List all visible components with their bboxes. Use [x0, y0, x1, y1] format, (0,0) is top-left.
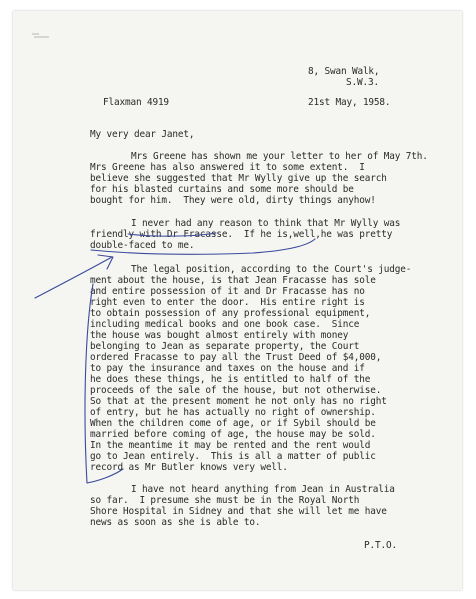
paragraph-3-line: right even to enter the door. His entire right is: [90, 297, 365, 308]
paragraph-1-line: for his blasted curtains and some more should be: [90, 184, 354, 195]
telephone-exchange: Flaxman 4919: [103, 97, 169, 108]
paragraph-3-line: belonging to Jean as separate property, the Court: [90, 341, 360, 352]
paragraph-4-line: Shore Hospital in Sidney and that she will let me have: [90, 506, 387, 517]
salutation: My very dear Janet,: [90, 129, 195, 140]
paragraph-1-line: bought for him. They were old, dirty things anyhow!: [90, 195, 376, 206]
paragraph-3-line: go to Jean entirely. This is all a matter of public: [90, 451, 376, 462]
paragraph-4-line: news as soon as she is able to.: [90, 517, 261, 528]
paragraph-3-line: and entire possession of it and Dr Fracasse has no: [90, 286, 365, 297]
letter-page: [13, 11, 462, 590]
paragraph-3-line: proceeds of the sale of the house, but not otherwise.: [90, 385, 382, 396]
paragraph-3-line: When the children come of age, or if Sybil should be: [90, 418, 376, 429]
paragraph-3-line: married before coming of age, the house may be sold.: [90, 429, 376, 440]
paragraph-3-line: to pay the insurance and taxes on the house and if: [90, 363, 365, 374]
pen-arrow-head: [98, 255, 113, 269]
paragraph-3-line: ordered Fracasse to pay all the Trust Deed of $4,000,: [90, 352, 382, 363]
pto-note: P.T.O.: [364, 540, 397, 551]
paragraph-3-line: In the meantime it may be rented and the rent would: [90, 440, 371, 451]
paragraph-3-line: including medical books and one book case. Since: [90, 319, 360, 330]
paragraph-3-line: of entry, but he has actually no right of ownership.: [90, 407, 376, 418]
paragraph-2-line: double-faced to me.: [90, 240, 195, 251]
paragraph-4-line: so far. I presume she must be in the Royal North: [90, 495, 360, 506]
letter-date: 21st May, 1958.: [308, 97, 391, 108]
paragraph-3-line: the house was bought almost entirely with money: [90, 330, 349, 341]
paragraph-2-line: I never had any reason to think that Mr Wylly was: [131, 218, 401, 229]
paragraph-3-line: he does these things, he is entitled to half of the: [90, 374, 371, 385]
paragraph-3-line: to obtain possession of any professional equipment,: [90, 308, 371, 319]
paragraph-1-line: Mrs Greene has also answered it to some extent. I: [90, 162, 365, 173]
paragraph-2-line: friendly with Dr Fracasse. If he is,well,he was pretty: [90, 229, 393, 240]
paragraph-1-line: believe she suggested that Mr Wylly give up the search: [90, 173, 387, 184]
paragraph-3-line: The legal position, according to the Court's judge-: [131, 264, 412, 275]
paragraph-1-line: Mrs Greene has shown me your letter to her of May 7th.: [131, 151, 428, 162]
paragraph-3-line: So that at the present moment he not only has no right: [90, 396, 387, 407]
paragraph-3-line: ment about the house, is that Jean Fracasse has sole: [90, 275, 376, 286]
paragraph-3-line: record as Mr Butler knows very well.: [90, 462, 288, 473]
sender-address-line1: 8, Swan Walk,: [308, 66, 380, 77]
paragraph-4-line: I have not heard anything from Jean in Australia: [131, 484, 395, 495]
sender-address-line2: S.W.3.: [346, 77, 379, 88]
stamp-mark-icon: [31, 31, 51, 39]
